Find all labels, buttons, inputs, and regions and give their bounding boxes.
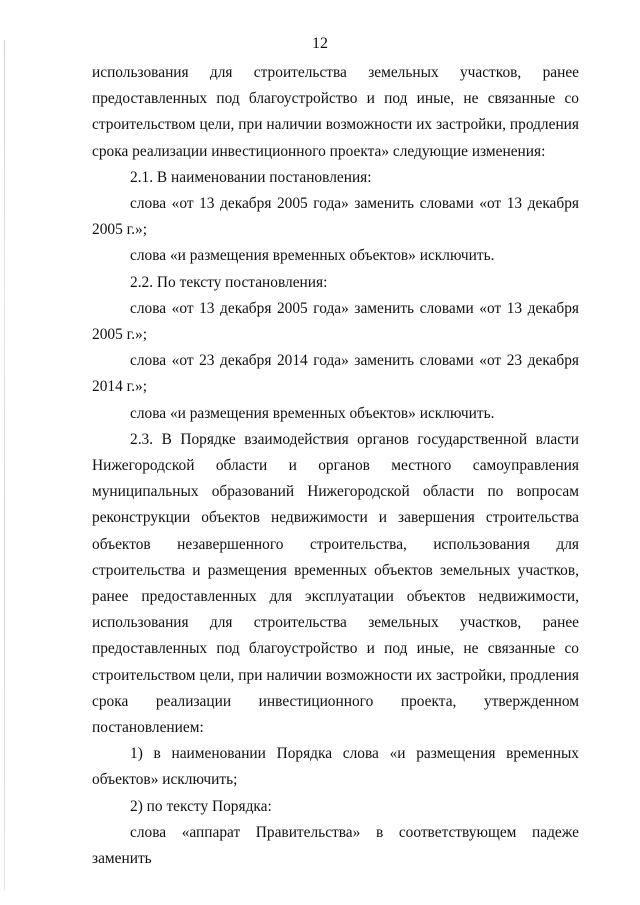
paragraph-2-2-date-replacement-2005: слова «от 13 декабря 2005 года» заменить словами «от 13 декабря 2005 г.»; <box>92 299 579 344</box>
paragraph-2-1-exclusion: слова «и размещения временных объектов» исключить. <box>130 247 495 265</box>
paragraph-continuation: использования для строительства земельных участков, ранее предоставленных под благоустройство и под иные, не связанные со строительством цели, при наличии возможности их застройки, продления срока реализации инвестиционного проекта» следующие изменения: <box>92 64 579 160</box>
paragraph-2-2-date-replacement-2014: слова «от 23 декабря 2014 года» заменить словами «от 23 декабря 2014 г.»; <box>92 352 579 396</box>
paragraph-item-1: 1) в наименовании Порядка слова «и размещения временных объектов» исключить; <box>92 745 579 789</box>
paragraph-2-1-date-replacement: слова «от 13 декабря 2005 года» заменить словами «от 13 декабря 2005 г.»; <box>92 195 579 239</box>
document-body <box>92 60 579 872</box>
paragraph-2-1-heading: 2.1. В наименовании постановления: <box>130 168 372 186</box>
page-number: 12 <box>312 35 328 52</box>
paragraph-item-2-words: слова «аппарат Правительства» в соответствующем падеже заменить <box>92 823 579 868</box>
paragraph-2-2-heading: 2.2. По тексту постановления: <box>130 273 328 291</box>
paragraph-2-2-exclusion: слова «и размещения временных объектов» исключить. <box>130 404 495 422</box>
paragraph-2-3: 2.3. В Порядке взаимодействия органов государственной власти Нижегородской области и органов местного самоуправления муниципальных образований Нижегородской области по вопросам реконструкции объектов недвижимости и завершения строительства объектов незавершенного строительства, использования для строительства и размещения временных объектов земельных участков, ранее предоставленных для эксплуатации объектов недвижимости, использования для строительства земельных участков, ранее предоставленных под благоустройство и под иные, не связанные со строительством цели, при наличии возможности их застройки, продления срока реализации инвестиционного проекта, утвержденном постановлением: <box>92 430 579 737</box>
scan-edge-line <box>4 40 5 890</box>
paragraph-item-2: 2) по тексту Порядка: <box>130 797 272 815</box>
